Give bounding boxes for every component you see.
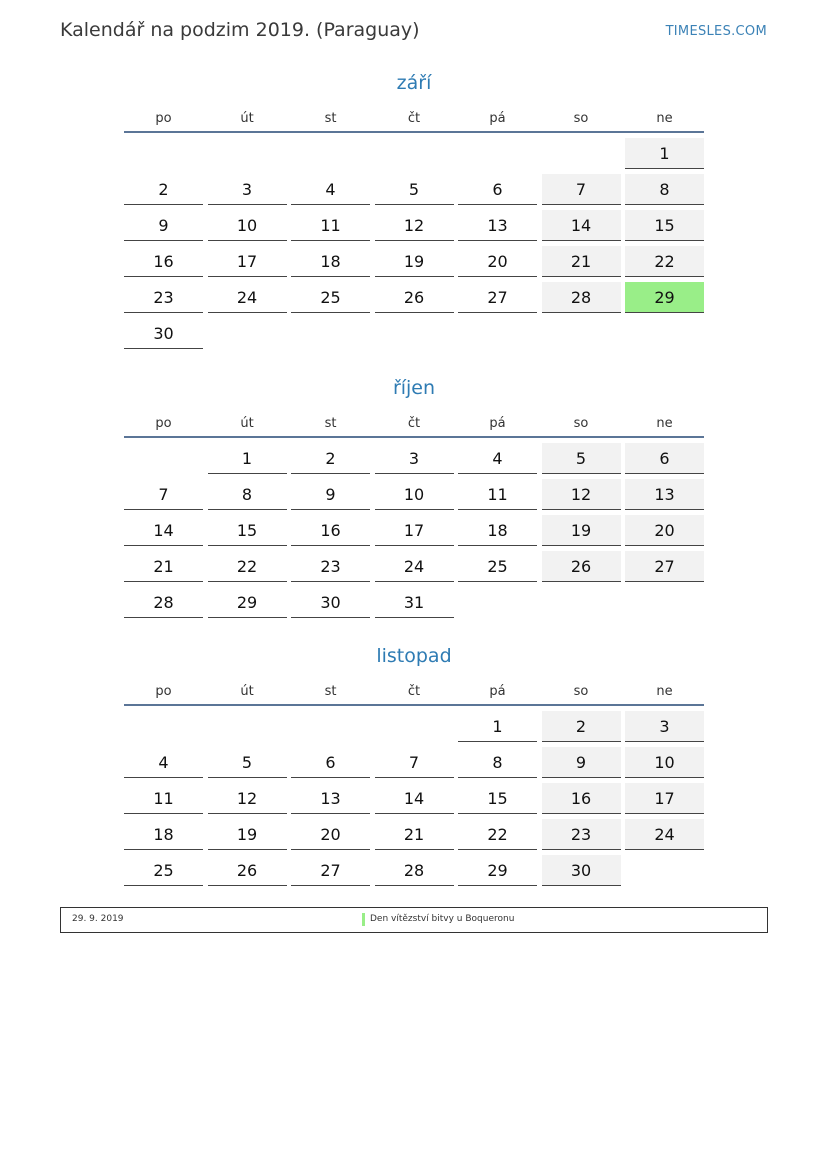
day-cell: 18: [458, 515, 537, 546]
weekday-label: so: [573, 684, 589, 699]
day-cell: 13: [625, 479, 704, 510]
weekday-label: ne: [656, 416, 673, 431]
day-cell: 22: [625, 246, 704, 277]
day-cell: 20: [625, 515, 704, 546]
weekday-label: st: [324, 684, 337, 699]
day-cell: 7: [375, 747, 454, 778]
weekday-label: po: [155, 111, 172, 126]
weekday-label: po: [155, 684, 172, 699]
weekday-header: [124, 95, 704, 133]
day-cell: 8: [458, 747, 537, 778]
weekday-header: [124, 400, 704, 438]
day-cell: 16: [124, 246, 203, 277]
day-cell: 13: [291, 783, 370, 814]
day-cell: 27: [625, 551, 704, 582]
day-cell: 30: [542, 855, 621, 886]
weekday-label: st: [324, 111, 337, 126]
day-cell: 14: [375, 783, 454, 814]
day-cell: 5: [542, 443, 621, 474]
day-cell: 30: [291, 587, 370, 618]
weekday-label: čt: [407, 684, 421, 699]
day-cell: 28: [542, 282, 621, 313]
weekday-label: pá: [489, 111, 506, 126]
day-cell: 8: [625, 174, 704, 205]
day-cell: 22: [208, 551, 287, 582]
day-cell: 5: [208, 747, 287, 778]
day-cell: 3: [208, 174, 287, 205]
day-cell: 22: [458, 819, 537, 850]
day-cell: 19: [375, 246, 454, 277]
holiday-color-marker: [362, 913, 365, 926]
day-cell: 2: [542, 711, 621, 742]
day-cell: 24: [208, 282, 287, 313]
day-cell: 18: [291, 246, 370, 277]
day-cell: 25: [291, 282, 370, 313]
day-cell: 12: [375, 210, 454, 241]
day-cell: 31: [375, 587, 454, 618]
day-cell: 18: [124, 819, 203, 850]
day-cell: 7: [124, 479, 203, 510]
day-cell: 21: [124, 551, 203, 582]
weekday-label: út: [240, 416, 254, 431]
day-cell: 15: [458, 783, 537, 814]
day-cell: 23: [124, 282, 203, 313]
day-cell: 28: [375, 855, 454, 886]
day-cell: 30: [124, 318, 203, 349]
day-cell: 12: [542, 479, 621, 510]
day-cell: 1: [625, 138, 704, 169]
weekday-label: čt: [407, 416, 421, 431]
day-cell: 17: [625, 783, 704, 814]
day-cell: 15: [208, 515, 287, 546]
weekday-header: [124, 668, 704, 706]
day-cell: 19: [208, 819, 287, 850]
day-cell: 14: [542, 210, 621, 241]
day-cell: 4: [458, 443, 537, 474]
month-september: [124, 71, 704, 343]
day-cell: 15: [625, 210, 704, 241]
day-cell: 3: [375, 443, 454, 474]
day-cell: 17: [208, 246, 287, 277]
page-title: Kalendář na podzim 2019. (Paraguay): [60, 19, 420, 41]
day-cell: 25: [124, 855, 203, 886]
month-november: [124, 644, 704, 880]
weekday-label: ne: [656, 111, 673, 126]
day-cell: 16: [291, 515, 370, 546]
weekday-label: út: [240, 684, 254, 699]
day-cell: 9: [124, 210, 203, 241]
weekday-label: pá: [489, 416, 506, 431]
day-cell: 4: [124, 747, 203, 778]
day-cell: 26: [375, 282, 454, 313]
weekday-label: so: [573, 111, 589, 126]
day-cell: 29: [458, 855, 537, 886]
day-cell: 16: [542, 783, 621, 814]
day-cell: 14: [124, 515, 203, 546]
day-cell: 23: [542, 819, 621, 850]
day-cell: 6: [458, 174, 537, 205]
day-cell: 12: [208, 783, 287, 814]
day-cell: 9: [291, 479, 370, 510]
month-title: říjen: [392, 377, 436, 399]
holiday-day-cell: 29: [625, 282, 704, 313]
day-cell: 24: [375, 551, 454, 582]
day-cell: 8: [208, 479, 287, 510]
weekday-label: ne: [656, 684, 673, 699]
day-cell: 10: [208, 210, 287, 241]
month-title: listopad: [376, 645, 452, 667]
day-cell: 17: [375, 515, 454, 546]
day-cell: 10: [375, 479, 454, 510]
day-cell: 2: [291, 443, 370, 474]
day-cell: 21: [375, 819, 454, 850]
day-cell: 10: [625, 747, 704, 778]
day-cell: 9: [542, 747, 621, 778]
holiday-legend: [60, 907, 768, 933]
day-cell: 7: [542, 174, 621, 205]
day-cell: 4: [291, 174, 370, 205]
day-cell: 13: [458, 210, 537, 241]
brand-link[interactable]: TIMESLES.COM: [665, 24, 767, 39]
weekday-label: st: [324, 416, 337, 431]
day-cell: 23: [291, 551, 370, 582]
legend-date: 29. 9. 2019: [72, 914, 124, 924]
weekday-label: pá: [489, 684, 506, 699]
day-cell: 6: [291, 747, 370, 778]
weekday-label: po: [155, 416, 172, 431]
weekday-label: čt: [407, 111, 421, 126]
day-cell: 26: [542, 551, 621, 582]
day-cell: 2: [124, 174, 203, 205]
day-cell: 1: [458, 711, 537, 742]
day-cell: 11: [291, 210, 370, 241]
day-cell: 11: [458, 479, 537, 510]
day-cell: 6: [625, 443, 704, 474]
weekday-label: so: [573, 416, 589, 431]
weekday-label: út: [240, 111, 254, 126]
day-cell: 27: [291, 855, 370, 886]
day-cell: 20: [458, 246, 537, 277]
day-cell: 26: [208, 855, 287, 886]
day-cell: 24: [625, 819, 704, 850]
day-cell: 28: [124, 587, 203, 618]
day-cell: 25: [458, 551, 537, 582]
day-cell: 19: [542, 515, 621, 546]
day-cell: 3: [625, 711, 704, 742]
month-title: září: [396, 72, 432, 94]
day-cell: 20: [291, 819, 370, 850]
day-cell: 27: [458, 282, 537, 313]
day-cell: 29: [208, 587, 287, 618]
month-october: [124, 376, 704, 612]
day-cell: 5: [375, 174, 454, 205]
day-cell: 1: [208, 443, 287, 474]
day-cell: 21: [542, 246, 621, 277]
day-cell: 11: [124, 783, 203, 814]
legend-holiday-name: Den vítězství bitvy u Boqueronu: [370, 914, 515, 924]
